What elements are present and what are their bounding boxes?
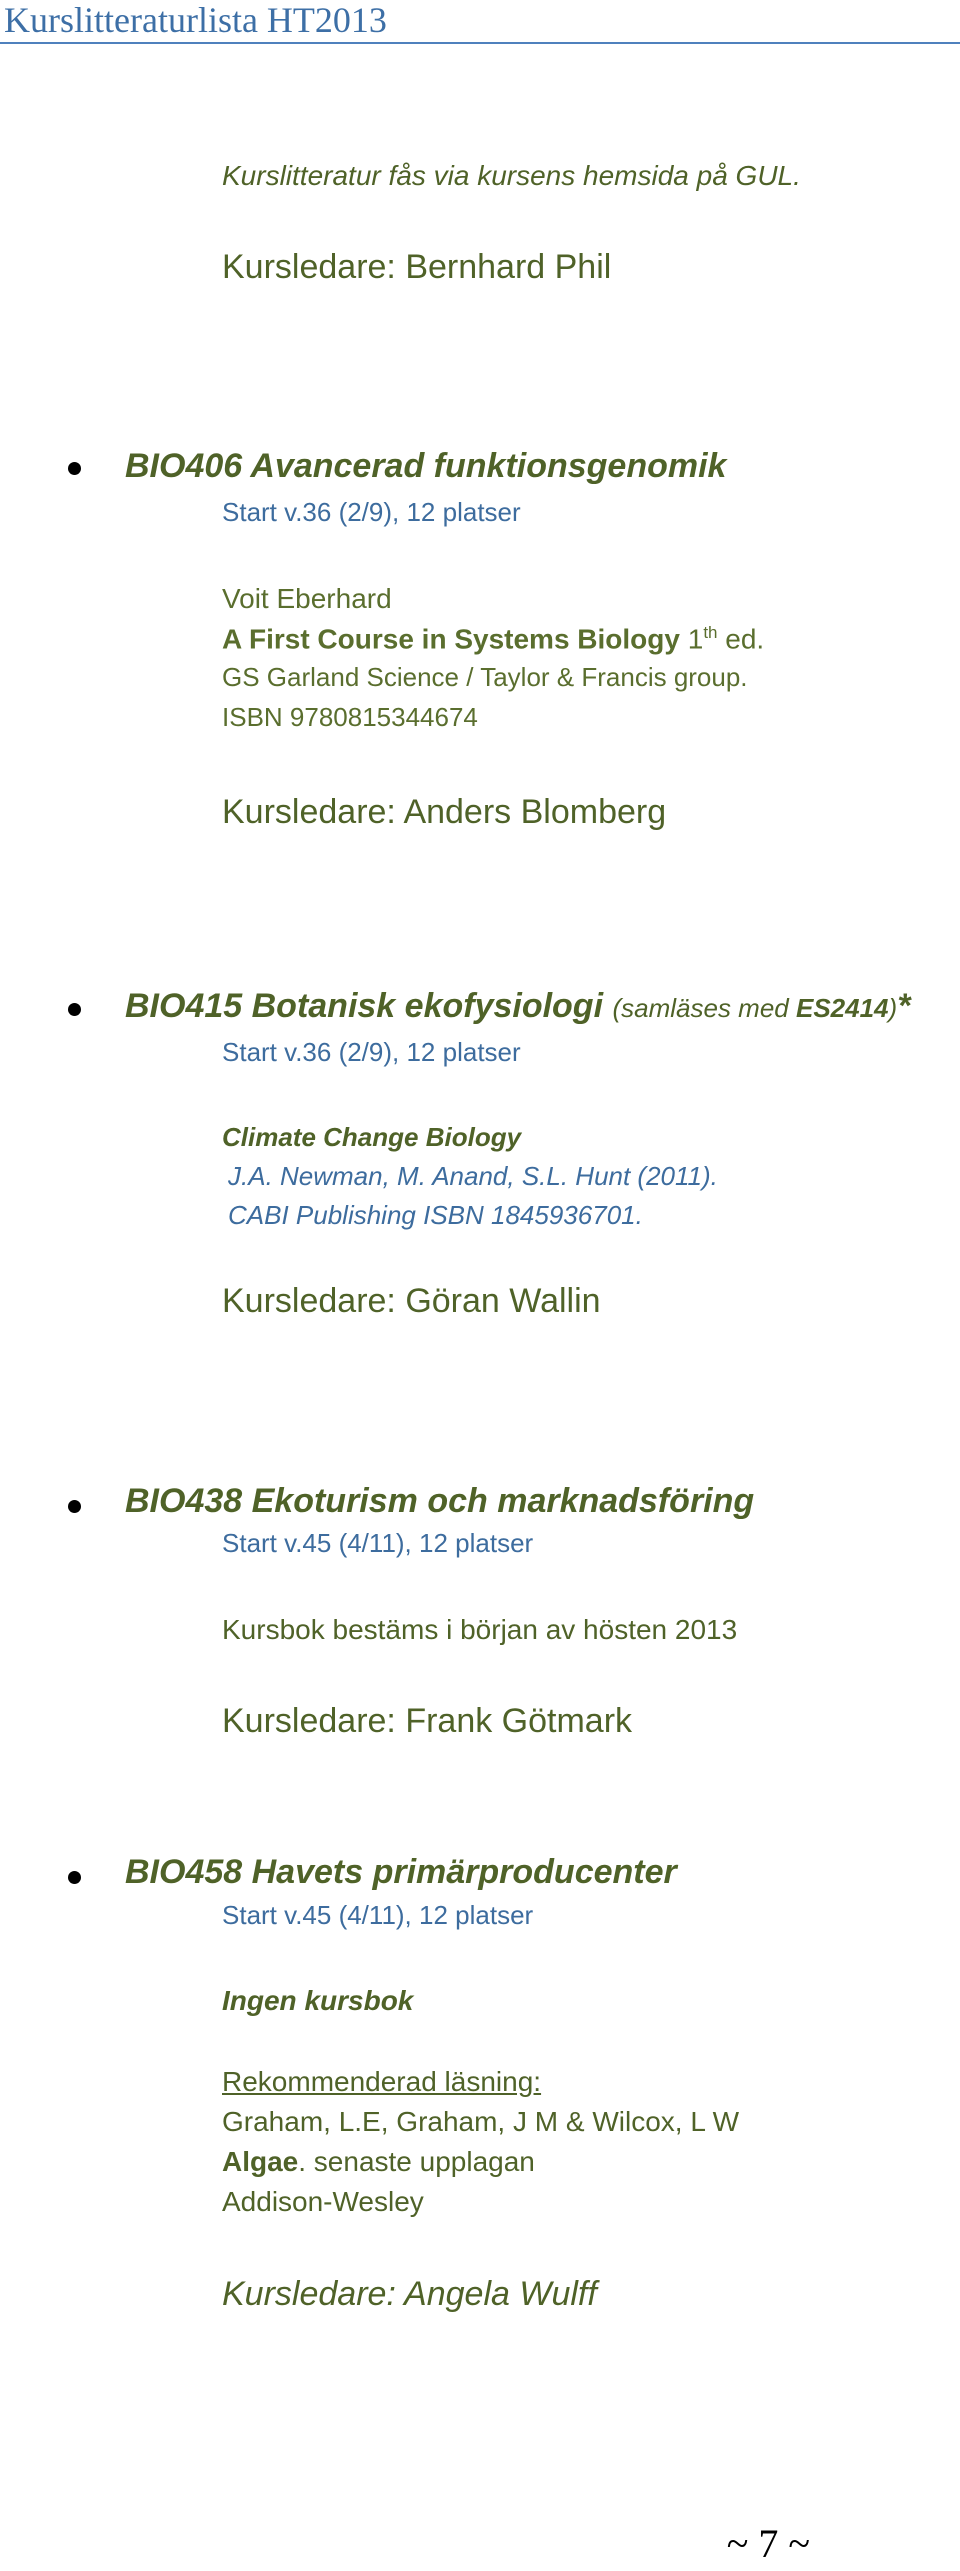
page-header-title: Kurslitteraturlista HT2013 [4,0,387,40]
book-title-line-bio458 [222,2146,535,2178]
course-title-bio406: BIO406 Avancerad funktionsgenomik [125,447,727,485]
book-publisher-bio406: GS Garland Science / Taylor & Francis group. [222,662,748,692]
book-author-bio406: Voit Eberhard [222,583,392,614]
course-title-bio415: BIO415 Botanisk ekofysiologi [125,987,604,1025]
book-edition-sup: th [703,623,718,642]
course-title-bio438: BIO438 Ekoturism och marknadsföring [125,1482,755,1520]
course-title-line-bio415 [125,987,910,1026]
intro-line: Kurslitteratur fås via kursens hemsida på GUL. [222,160,801,191]
no-book-bio458: Ingen kursbok [222,1985,414,2016]
bullet-icon [68,1003,81,1016]
course-start-bio415: Start v.36 (2/9), 12 platser [222,1037,521,1067]
course-leader-bio406: Kursledare: Anders Blomberg [222,793,667,831]
book-title-bio458: Algae [222,2146,299,2177]
bullet-icon [68,1500,81,1513]
course-start-bio458: Start v.45 (4/11), 12 platser [222,1900,534,1930]
bullet-icon [68,462,81,475]
book-publisher-bio415: CABI Publishing ISBN 1845936701. [228,1200,643,1230]
book-title-bio415: Climate Change Biology [222,1122,522,1152]
book-title-line-bio406 [222,623,764,655]
book-publisher-bio458: Addison-Wesley [222,2186,424,2217]
book-info-bio438: Kursbok bestäms i början av hösten 2013 [222,1614,738,1645]
book-authors-bio458: Graham, L.E, Graham, J M & Wilcox, L W [222,2106,740,2137]
header-divider [0,42,960,44]
intro-course-leader: Kursledare: Bernhard Phil [222,248,612,286]
asterisk-mark: * [897,987,911,1025]
course-leader-bio438: Kursledare: Frank Götmark [222,1702,633,1740]
course-start-bio406: Start v.36 (2/9), 12 platser [222,497,521,527]
page-number: ~ 7 ~ [726,2521,810,2566]
course-leader-bio415: Kursledare: Göran Wallin [222,1282,601,1320]
book-edition-rest: ed. [725,623,765,655]
book-isbn-bio406: ISBN 9780815344674 [222,702,478,732]
bullet-icon [68,1871,81,1884]
book-edition-num: 1 [687,623,704,655]
book-title-bio406: A First Course in Systems Biology [222,623,680,655]
course-note-bio415: (samläses med ES2414) [612,993,898,1023]
course-start-bio438: Start v.45 (4/11), 12 platser [222,1528,534,1558]
course-title-bio458: BIO458 Havets primärproducenter [125,1853,677,1891]
course-leader-bio458: Kursledare: Angela Wulff [222,2275,597,2313]
book-authors-bio415: J.A. Newman, M. Anand, S.L. Hunt (2011). [228,1161,718,1191]
recommended-label-bio458: Rekommenderad läsning: [222,2066,542,2097]
book-edition-bio458: . senaste upplagan [298,2146,535,2177]
